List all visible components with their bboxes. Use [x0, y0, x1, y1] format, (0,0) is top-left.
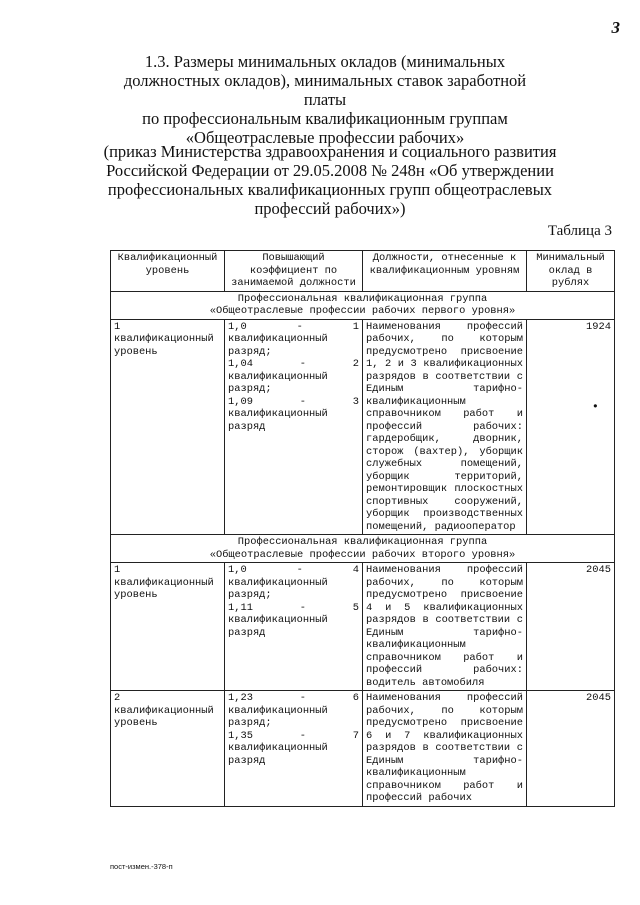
header-coefficient: Повышающий коэффициент по занимаемой должности	[225, 251, 363, 292]
group-title-row	[111, 535, 615, 563]
salary-cell	[527, 691, 615, 807]
coefficient-text: квалификационный разряд	[228, 408, 328, 433]
coefficient-line	[228, 692, 359, 705]
coefficient-cell	[225, 319, 363, 535]
group-title-line: «Общеотраслевые профессии рабочих второго уровня»	[209, 548, 516, 561]
group-title	[111, 535, 615, 563]
coefficient-value: 1,0	[228, 564, 247, 576]
salary-value: 2045	[586, 564, 611, 576]
coefficient-rank: 4	[352, 564, 359, 576]
coefficient-text: квалификационный разряд;	[228, 704, 328, 729]
coefficient-dash: -	[299, 358, 306, 370]
coefficient-line	[228, 602, 359, 615]
coefficient-text: квалификационный разряд	[228, 742, 328, 767]
document-heading	[110, 52, 540, 147]
heading-line: 1.3. Размеры минимальных окладов (минимальных	[144, 52, 506, 71]
coefficient-dash: -	[296, 320, 303, 333]
group-title-line: Профессиональная квалификационная группа	[237, 292, 488, 305]
subheading-line: Российской Федерации от 29.05.2008 № 248н «Об утверждении	[106, 161, 554, 180]
coefficient-text: квалификационный разряд	[228, 614, 328, 639]
coefficient-value: 1,35	[228, 729, 253, 742]
coefficient-rank: 6	[352, 692, 359, 704]
heading-line: должностных окладов), минимальных ставок заработной платы	[123, 71, 527, 109]
coefficient-text: квалификационный разряд;	[228, 333, 328, 358]
margin-mark: •	[591, 400, 599, 414]
positions-description: Наименования профессий рабочих, по которым предусмотрено присвоение 1, 2 и 3 квалификационных разрядов в соответствии с Единым тарифно-квалификационным справочником работ и профессий рабочих: гардеробщик, дворник, сторож (вахтер), уборщик служебных помещений, уборщик территорий, ремонтировщик плоскостных спортивных сооружений, уборщик производственных помещений, радиооператор	[363, 319, 527, 535]
positions-description: Наименования профессий рабочих, по которым предусмотрено присвоение 4 и 5 квалификационных разрядов в соответствии с Единым тарифно-квалификационным справочником работ и профессий рабочих: водитель автомобиля	[363, 563, 527, 691]
coefficient-line	[228, 321, 359, 334]
coefficient-dash: -	[299, 395, 306, 408]
footer-note: пост-измен.-378-п	[110, 862, 173, 871]
coefficient-rank: 3	[352, 395, 359, 408]
subheading-line: профессиональных квалификационных групп общеотраслевых	[107, 180, 553, 199]
table-row	[111, 563, 615, 691]
heading-line: по профессиональным квалификационным группам	[142, 109, 508, 128]
header-level: Квалификационный уровень	[111, 251, 225, 292]
table-row	[111, 319, 615, 535]
coefficient-value: 1,23	[228, 692, 253, 704]
positions-description: Наименования профессий рабочих, по которым предусмотрено присвоение 6 и 7 квалификационных разрядов в соответствии с Единым тарифно-квалификационным справочником работ и профессий рабочих	[363, 691, 527, 807]
table-header-row	[111, 251, 615, 292]
qualification-level: 2 квалификационный уровень	[111, 691, 225, 807]
coefficient-value: 1,04	[228, 358, 253, 370]
coefficient-dash: -	[299, 601, 306, 614]
coefficient-text: квалификационный разряд;	[228, 370, 328, 395]
coefficient-value: 1,09	[228, 395, 253, 408]
coefficient-rank: 2	[352, 358, 359, 370]
coefficient-text: квалификационный разряд;	[228, 576, 328, 601]
coefficient-value: 1,0	[228, 320, 247, 333]
group-title-row	[111, 291, 615, 319]
coefficient-value: 1,11	[228, 601, 253, 614]
group-title	[111, 291, 615, 319]
subheading-line: профессий рабочих»)	[254, 199, 406, 218]
table-label: Таблица 3	[547, 223, 612, 239]
coefficient-cell	[225, 563, 363, 691]
document-subheading	[95, 142, 565, 218]
coefficient-cell	[225, 691, 363, 807]
salary-value: 1924	[586, 320, 611, 333]
salary-cell	[527, 319, 615, 535]
coefficient-line	[228, 358, 359, 371]
qualification-level: 1 квалификационный уровень	[111, 319, 225, 535]
subheading-line: (приказ Министерства здравоохранения и социального развития	[103, 142, 557, 161]
coefficient-line	[228, 730, 359, 743]
salary-cell	[527, 563, 615, 691]
group-title-line: Профессиональная квалификационная группа	[237, 536, 488, 548]
heading-line: «Общеотраслевые профессии рабочих»	[185, 128, 465, 147]
page-number: 3	[611, 18, 620, 37]
coefficient-rank: 7	[352, 729, 359, 742]
table-row	[111, 691, 615, 807]
coefficient-line	[228, 396, 359, 409]
coefficient-rank: 1	[352, 320, 359, 333]
coefficient-dash: -	[296, 564, 303, 576]
coefficient-dash: -	[299, 729, 306, 742]
header-positions: Должности, отнесенные к квалификационным уровням	[363, 251, 527, 292]
header-salary: Минимальный оклад в рублях	[527, 251, 615, 292]
salary-table	[110, 250, 615, 807]
salary-value: 2045	[586, 692, 611, 704]
group-title-line: «Общеотраслевые профессии рабочих первого уровня»	[209, 305, 516, 317]
qualification-level: 1 квалификационный уровень	[111, 563, 225, 691]
coefficient-rank: 5	[352, 601, 359, 614]
coefficient-dash: -	[299, 692, 306, 704]
coefficient-line	[228, 564, 359, 577]
